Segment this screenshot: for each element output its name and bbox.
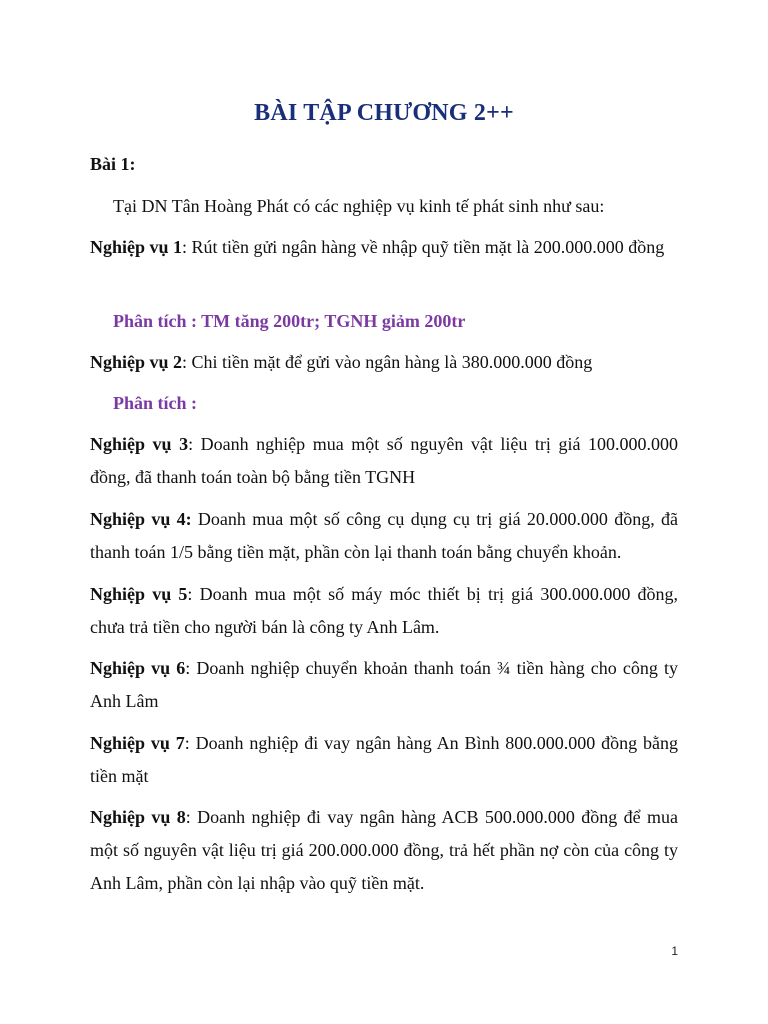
page-number: 1 bbox=[671, 944, 678, 958]
analysis-2: Phân tích : bbox=[113, 393, 198, 413]
transaction-3-text: : Doanh nghiệp mua một số nguyên vật liệu trị giá 100.000.000 đồng, đã thanh toán toàn bộ bằng tiền TGNH bbox=[90, 434, 678, 487]
transaction-7 bbox=[90, 727, 678, 793]
transaction-4-text: Doanh mua một số công cụ dụng cụ trị giá 20.000.000 đồng, đã thanh toán 1/5 bằng tiền mặt, phần còn lại thanh toán bằng chuyển khoản. bbox=[90, 509, 678, 562]
transaction-2-text: : Chi tiền mặt để gửi vào ngân hàng là 380.000.000 đồng bbox=[182, 352, 593, 372]
exercise-heading: Bài 1: bbox=[90, 154, 136, 174]
transaction-8-text: : Doanh nghiệp đi vay ngân hàng ACB 500.000.000 đồng để mua một số nguyên vật liệu trị giá 200.000.000 đồng, trả hết phần nợ còn của công ty Anh Lâm, phần còn lại nhập vào quỹ tiền mặt. bbox=[90, 807, 678, 893]
transaction-2-label: Nghiệp vụ 2 bbox=[90, 352, 183, 372]
transaction-5-label: Nghiệp vụ 5 bbox=[90, 584, 188, 604]
analysis-1: Phân tích : TM tăng 200tr; TGNH giảm 200tr bbox=[113, 311, 466, 331]
intro-paragraph: Tại DN Tân Hoàng Phát có các nghiệp vụ kinh tế phát sinh như sau: bbox=[113, 196, 605, 216]
transaction-5 bbox=[90, 578, 678, 644]
transaction-6-label: Nghiệp vụ 6 bbox=[90, 658, 186, 678]
transaction-1 bbox=[90, 231, 678, 264]
transaction-3 bbox=[90, 428, 678, 494]
transaction-4 bbox=[90, 503, 678, 569]
transaction-6-text: : Doanh nghiệp chuyển khoản thanh toán ¾ tiền hàng cho công ty Anh Lâm bbox=[90, 658, 678, 711]
transaction-4-label: Nghiệp vụ 4: bbox=[90, 509, 192, 529]
document-title: BÀI TẬP CHƯƠNG 2++ bbox=[254, 100, 514, 126]
transaction-1-label: Nghiệp vụ 1 bbox=[90, 237, 183, 257]
transaction-1-text: : Rút tiền gửi ngân hàng về nhập quỹ tiền mặt là 200.000.000 đồng bbox=[182, 237, 665, 257]
transaction-7-text: : Doanh nghiệp đi vay ngân hàng An Bình 800.000.000 đồng bằng tiền mặt bbox=[90, 733, 678, 786]
transaction-5-text: : Doanh mua một số máy móc thiết bị trị giá 300.000.000 đồng, chưa trả tiền cho người bán là công ty Anh Lâm. bbox=[90, 584, 678, 637]
transaction-3-label: Nghiệp vụ 3 bbox=[90, 434, 189, 454]
transaction-7-label: Nghiệp vụ 7 bbox=[90, 733, 185, 753]
transaction-2 bbox=[90, 346, 678, 379]
transaction-8 bbox=[90, 801, 678, 900]
transaction-6 bbox=[90, 652, 678, 718]
transaction-8-label: Nghiệp vụ 8 bbox=[90, 807, 186, 827]
